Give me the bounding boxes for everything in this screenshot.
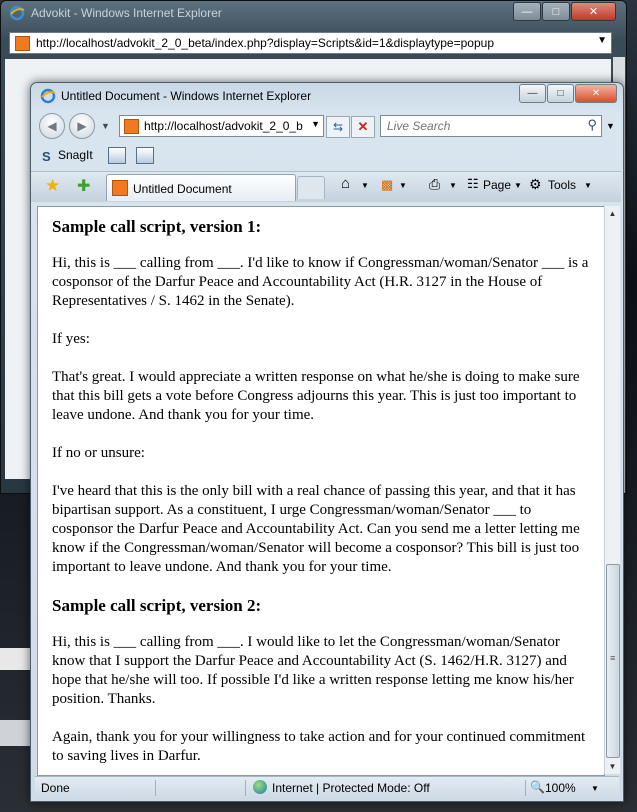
status-text: Done xyxy=(41,781,70,795)
chevron-down-icon[interactable]: ▼ xyxy=(449,181,457,190)
capture-edit-icon[interactable] xyxy=(136,147,154,164)
xampp-favicon-icon xyxy=(124,119,139,134)
script-paragraph: I've heard that this is the only bill with a real chance of passing this year, and that it has bipartisan support. As a constituent, I urge Congressman/woman/Senator ___ to cosponsor the Darfur Peace and Accountability Act. Can you send me a letter letting me know if the Congressman/woman/Senator will become a cosponsor? This bill is just too important to leave undone. And thank you for your time. xyxy=(52,483,580,575)
home-icon[interactable]: ⌂ xyxy=(341,175,351,192)
chevron-down-icon[interactable]: ▼ xyxy=(597,35,607,46)
page-icon: ☷ xyxy=(467,176,479,191)
script-paragraph: If no or unsure: xyxy=(52,445,145,461)
minimize-button[interactable]: — xyxy=(513,2,541,21)
favorites-star-icon[interactable]: ★ xyxy=(45,176,61,195)
script-heading-1: Sample call script, version 1: xyxy=(52,217,262,236)
scroll-down-arrow-icon[interactable]: ▼ xyxy=(608,762,617,771)
scroll-thumb[interactable] xyxy=(606,564,620,758)
links-bar xyxy=(36,145,616,167)
tab-label: Untitled Document xyxy=(133,182,232,196)
zoom-icon: 🔍 xyxy=(530,780,545,794)
script-heading-2: Sample call script, version 2: xyxy=(52,596,262,615)
ie-logo-icon xyxy=(9,5,25,24)
back-button[interactable] xyxy=(39,113,65,139)
xampp-favicon-icon xyxy=(15,36,30,51)
search-input[interactable] xyxy=(385,118,574,134)
chevron-down-icon[interactable]: ▼ xyxy=(399,181,407,190)
gear-icon: ⚙ xyxy=(529,176,542,192)
divider xyxy=(525,780,526,796)
chevron-down-icon[interactable]: ▼ xyxy=(514,181,522,190)
vertical-scrollbar[interactable] xyxy=(604,206,620,774)
xampp-favicon-icon xyxy=(112,180,128,196)
chevron-down-icon[interactable]: ▼ xyxy=(584,181,592,190)
new-tab-button[interactable] xyxy=(297,176,325,199)
divider xyxy=(245,780,246,796)
document-body xyxy=(38,207,604,766)
chevron-down-icon[interactable]: ▼ xyxy=(311,119,320,129)
tab-untitled-document[interactable] xyxy=(106,174,296,201)
capture-window-icon[interactable] xyxy=(108,147,126,164)
maximize-button[interactable]: □ xyxy=(547,84,574,103)
arrow-left-icon: ◀ xyxy=(47,119,57,133)
zoom-level[interactable]: 100% xyxy=(545,781,576,795)
script-paragraph: If yes: xyxy=(52,331,90,347)
globe-icon xyxy=(253,780,267,794)
tab-bar xyxy=(31,171,621,202)
feeds-icon[interactable]: ▩ xyxy=(381,177,394,192)
status-bar xyxy=(35,776,619,799)
refresh-icon: ⇆ xyxy=(332,120,344,134)
snagit-icon: S xyxy=(42,149,51,164)
address-bar[interactable] xyxy=(119,115,324,137)
print-icon[interactable]: ⎙ xyxy=(429,176,441,192)
script-paragraph: Again, thank you for your willingness to take action and for your continued commitment to saving lives in Darfur. xyxy=(52,729,586,764)
background-address-text: http://localhost/advokit_2_0_beta/index.php?display=Scripts&id=1&displaytype=popup xyxy=(36,36,494,50)
forward-button[interactable] xyxy=(69,113,95,139)
popup-browser-window[interactable] xyxy=(30,82,624,802)
search-icon[interactable]: ⚲ xyxy=(587,117,597,132)
ie-logo-icon xyxy=(40,88,56,107)
snagit-button[interactable]: SnagIt xyxy=(58,148,93,162)
refresh-button[interactable] xyxy=(326,116,350,138)
scroll-up-arrow-icon[interactable]: ▲ xyxy=(608,209,617,218)
minimize-button[interactable]: — xyxy=(519,84,546,103)
search-options-dropdown[interactable]: ▼ xyxy=(606,121,615,131)
arrow-right-icon: ▶ xyxy=(77,119,87,133)
script-paragraph: That's great. I would appreciate a written response on what he/she is doing to make sure that this bill gets a vote before Congress adjourns this year. This is just too important to leave undone. And thank you for your time. xyxy=(52,369,580,423)
background-address-bar[interactable] xyxy=(9,32,612,54)
tools-menu[interactable]: Tools xyxy=(548,178,577,192)
stop-button[interactable] xyxy=(351,116,375,138)
close-button[interactable]: ✕ xyxy=(575,84,617,103)
chevron-down-icon[interactable]: ▼ xyxy=(591,784,599,793)
background-window-title: Advokit - Windows Internet Explorer xyxy=(31,6,222,20)
maximize-button[interactable]: □ xyxy=(542,2,570,21)
script-paragraph: Hi, this is ___ calling from ___. I would like to let the Congressman/woman/Senator know that I support the Darfur Peace and Accountability Act (S. 1462/H.R. 3127) and hope that he/she will too. If possible I'd like a written response letting me know his/her position. Thanks. xyxy=(52,634,574,707)
add-favorite-icon[interactable]: ✚ xyxy=(77,178,91,195)
recent-pages-dropdown[interactable]: ▼ xyxy=(101,121,110,131)
chevron-down-icon[interactable]: ▼ xyxy=(361,181,369,190)
search-box[interactable] xyxy=(380,115,602,137)
close-button[interactable]: ✕ xyxy=(571,2,616,21)
address-text: http://localhost/advokit_2_0_b xyxy=(144,119,303,133)
page-menu[interactable]: Page xyxy=(483,178,512,192)
page-viewport xyxy=(37,206,605,776)
divider xyxy=(155,780,156,796)
script-paragraph: Hi, this is ___ calling from ___. I'd like to know if Congressman/woman/Senator ___ is a cosponsor of the Darfur Peace and Accountability Act (H.R. 3127 in the House of Representatives / S. 1462 in the Senate). xyxy=(52,255,589,309)
popup-window-title: Untitled Document - Windows Internet Explorer xyxy=(61,89,312,103)
security-zone[interactable]: Internet | Protected Mode: Off xyxy=(272,781,430,795)
stop-icon: ✕ xyxy=(357,119,369,134)
grip-icon: ≡ xyxy=(610,653,616,663)
